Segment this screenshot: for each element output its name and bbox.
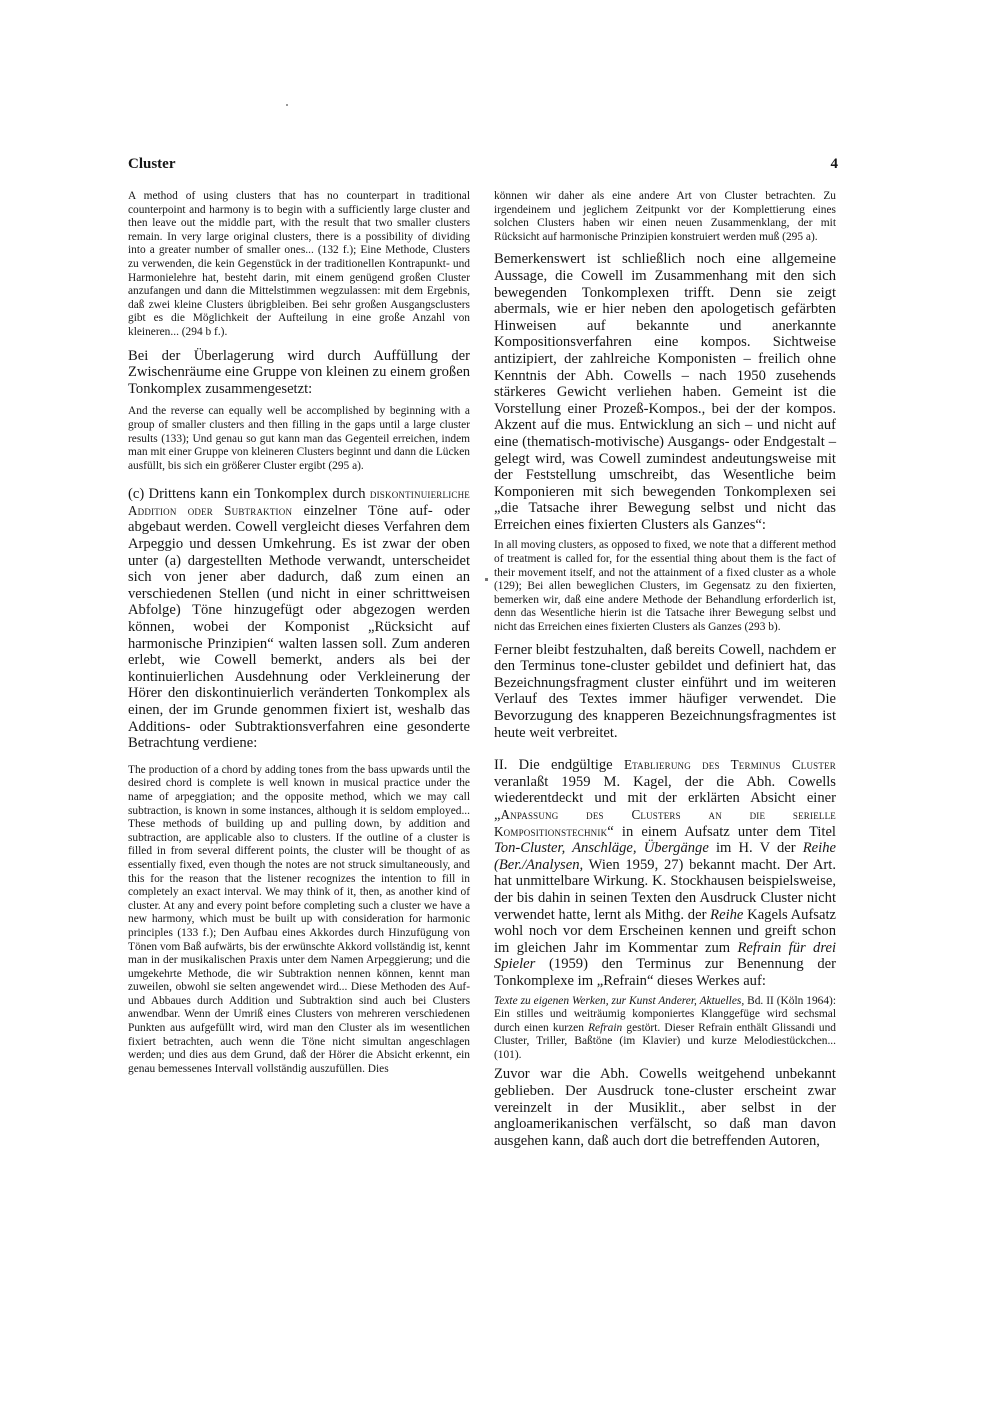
text-run: II. Die endgültige [494, 757, 624, 774]
quotation-block: können wir daher als eine andere Art von Cluster betrachten. Zu irgendeinem und jeglichem Zeitpunkt vor der Komplettierung eines solchen Clusters haben wir einen neuen Zusammenklang, der mit Rücksicht auf harmonische Prinzipien konstruiert werden muß (295 a). [494, 190, 836, 243]
text-run: im H. V der [708, 840, 803, 857]
quotation-block: And the reverse can equally well be accomplished by beginning with a group of smaller clusters and then filling in the gaps until a large cluster results (133); Und genau so gut kann man das Gegenteil erreichen, indem man mit einer Gruppe von kleineren Clusters beginnt und dann die Lücken ausfüllt, bis sich ein größerer Cluster ergibt (295 a). [128, 405, 470, 472]
body-paragraph: Bei der Überlagerung wird durch Auffüllung der Zwischenräume eine Gruppe von kleinen zu einem großen Tonkomplex zusammengesetzt: [128, 347, 470, 397]
body-paragraph: Bemerkenswert ist schließlich noch eine allgemeine Aussage, die Cowell im Zusammenhang mit den sich bewegenden Tonkomplexen trifft. Denn sie zeigt abermals, wie er hier neben den apologetisch gefärbten Hinweisen auf bekannte und anerkannte Kompositionsverfahren eine kompos. Sichtweise antizipiert, der zahlreiche Komponisten – freilich ohne Kenntnis der Abh. Cowells – nach 1950 zusehends stärkeres Gewicht verliehen haben. Gemeint ist die Vorstellung einer Prozeß-Kompos., bei der der kompos. Akzent auf die mus. Entwicklung an sich – und nicht auf eine (thematisch-motivische) Ausgangs- oder Endgestalt – gelegt wird, was Cowell zumindest andeutungsweise mit der Feststellung umschreibt, das Wesentliche beim Komponieren mit sich bewegenden Tonkomplexen sei „die Tatsache ihrer Bewegung selbst und nicht das Erreichen eines fixierten Clusters als Ganzes“: [494, 251, 836, 533]
scan-speck [485, 578, 488, 581]
text-run: gestört. Dieser Refrain enthält Glissandi und Cluster, Triller, Baßtöne (im Klavier) und kurze Melodiestückchen... (101). [494, 1021, 837, 1061]
italic-title: Refrain für drei Spieler [494, 939, 836, 973]
quotation-block: A method of using clusters that has no counterpart in traditional counterpoint and harmony is to begin with a sufficiently large cluster and then leave out the middle part, with the result that two smaller clusters remain. In very large original clusters, there is a possibility of dividing into a greater number of smaller ones... (132 f.); Eine Methode, Clusters zu verwenden, die kein Gegenstück in der traditionellen Kontrapunkt- und Harmonielehre hat, besteht darin, mit einem genügend großen Cluster anzufangen und dann die Mittelstimmen wegzulassen: mit dem Ergebnis, daß zwei kleine Clusters übrigbleiben. Bei sehr großen Ausgangsclusters gibt es die Möglichkeit der Aufteilung in eine große Anzahl von kleineren... (294 b f.). [128, 190, 470, 338]
text-run: (c) Drittens kann ein Tonkomplex durch [128, 486, 370, 503]
text-run: Kagels Aufsatz wohl noch vor dem Erscheinen kennen und greift schon im gleichen Jahr im Kommentar zum [494, 906, 836, 956]
body-paragraph: Ferner bleibt festzuhalten, daß bereits Cowell, nachdem er den Terminus tone-cluster gebildet und definiert hat, das Bezeichnungsfragment cluster einführt und im weiteren Verlauf des Textes immer häufiger verwendet. Die Bevorzugung des knapperen Bezeichnungsfragmentes ist heute weit verbreitet. [494, 641, 836, 741]
quotation-block [494, 995, 836, 1063]
italic-title: Reihe (Ber./Analysen, [494, 840, 836, 873]
italic-title: Texte zu eigenen Werken, zur Kunst Anderer, Aktuelles, [494, 994, 745, 1007]
small-caps-term: Anpassung des Clusters an die serielle Kompositionstechnik [494, 806, 836, 839]
text-run: (1959) den Terminus zur Benennung der Tonkomplexe im „Refrain“ dieses Werkes auf: [494, 956, 836, 989]
italic-title: Ton-Cluster, Anschläge, Übergänge [494, 840, 709, 857]
small-caps-term: diskontinuierliche Addition oder Subtraktion [128, 486, 470, 518]
text-run: Bd. II (Köln 1964): Ein stilles und weiträumig komponiertes Klanggefüge wird sechsmal durch einen kurzen [494, 994, 836, 1034]
section-paragraph [494, 757, 836, 989]
body-paragraph [128, 486, 470, 752]
text-run: veranlaßt 1959 M. Kagel, der die Abh. Cowells wiederentdeckt und mit der erklärten Absicht einer „ [494, 773, 836, 823]
italic-title: Reihe [710, 906, 744, 923]
quotation-block: In all moving clusters, as opposed to fixed, we note that a different method of treatment is called for, for the essential thing about them is the fact of their movement itself, and not the attainment of a fixed cluster as a whole (129); Bei allen beweglichen Clusters, im Gegensatz zu den fixierten, bemerken wir, daß eine andere Methode der Behandlung erforderlich ist, denn das Wesentliche hierin ist die Tatsache ihrer Bewegung selbst und nicht das Erreichen eines fixierten Clusters als Ganzes (293 b). [494, 539, 836, 634]
page-number: 4 [830, 156, 838, 172]
text-run: Wien 1959, 27) bekannt macht. Der Art. hat unmittelbare Wirkung. K. Stockhausen beispielsweise, der bis dahin in seinen Texten den Ausdruck Cluster nicht verwendet hatte, lernt als Mithg. der [494, 856, 836, 923]
right-column [494, 190, 836, 1149]
scan-speck [286, 104, 288, 106]
quotation-block: The production of a chord by adding tones from the bass upwards until the desired chord is complete is well known in musical practice under the name of arpeggiation; and the opposite method, which we may call subtraction, is known in some instances, although it is seldom employed... These methods of building up and pulling down, by addition and subtraction, are applicable also to clusters. If the outline of a cluster is filled in from several different points, the cluster will be thought of as essentially fixed, even though the notes are not struck simultaneously, and this for the reason that the listener recognizes the intention to fill in completely an exact interval. We may think of it, then, as another kind of cluster. At any and every point before completing such a cluster we have a new harmony, which must be built up with consideration for harmonic principles (133 f.); Den Aufbau eines Akkordes durch Hinzufügung von Tönen vom Baß aufwärts, bis der erwünschte Akkord vollständig ist, kennt man in der musikalischen Praxis unter dem Namen Arpeggierung; und die umgekehrte Methode, die wir Subtraktion nennen können, kennt man zuweilen, obwohl sie selten angewendet wird... Diese Methoden des Auf- und Abbaues durch Addition und Subtraktion sind auch bei Clusters anwendbar. Wenn der Umriß eines Clusters von mehreren verschiedenen Punkten aus aufgefüllt wird, wird man den Cluster als im wesentlichen fixiert betrachten, auch wenn die Töne nicht simultan angeschlagen werden; und dies aus dem Grund, daß der Hörer die Absicht erkennt, ein genau bemessenes Intervall vollständig auszufüllen. Dies [128, 763, 470, 1075]
italic-title: Refrain [588, 1021, 623, 1034]
small-caps-term: Etablierung des Terminus Cluster [623, 757, 836, 773]
body-paragraph: Zuvor war die Abh. Cowells weitgehend unbekannt geblieben. Der Ausdruck tone-cluster erscheint zwar vereinzelt in der Musiklit., aber selbst in der angloamerikanischen verfälscht, so daß man davon ausgehen kann, daß auch dort die betreffenden Autoren, [494, 1066, 836, 1149]
left-column [128, 190, 470, 1076]
running-title: Cluster [128, 156, 176, 172]
text-run: “ in einem Aufsatz unter dem Titel [607, 823, 836, 840]
text-run: einzelner Töne auf- oder abgebaut werden. Cowell vergleicht dieses Verfahren dem Arpeggio und dessen Umkehrung. Es ist zwar der oben unter (a) dargestellten Methode verwandt, unterscheidet sich von jener aber dadurch, daß zum einen an verschiedenen Stellen (und nicht in einer schrittweisen Abfolge) Töne hinzugefügt oder abgezogen werden können, wobei der Komponist „Rücksicht auf harmonische Prinzipien“ walten lassen soll. Zum anderen erlebt, wie Cowell bemerkt, anders als bei der kontinuierlichen Ausdehnung oder Verkleinerung der Hörer den diskontinuierlich veränderten Tonkomplex als einen, der im Grunde genommen fixiert ist, weshalb das Additions- oder Subtraktionsverfahren eine gesonderte Betrachtung verdiene: [128, 502, 471, 752]
page-header [128, 156, 838, 176]
